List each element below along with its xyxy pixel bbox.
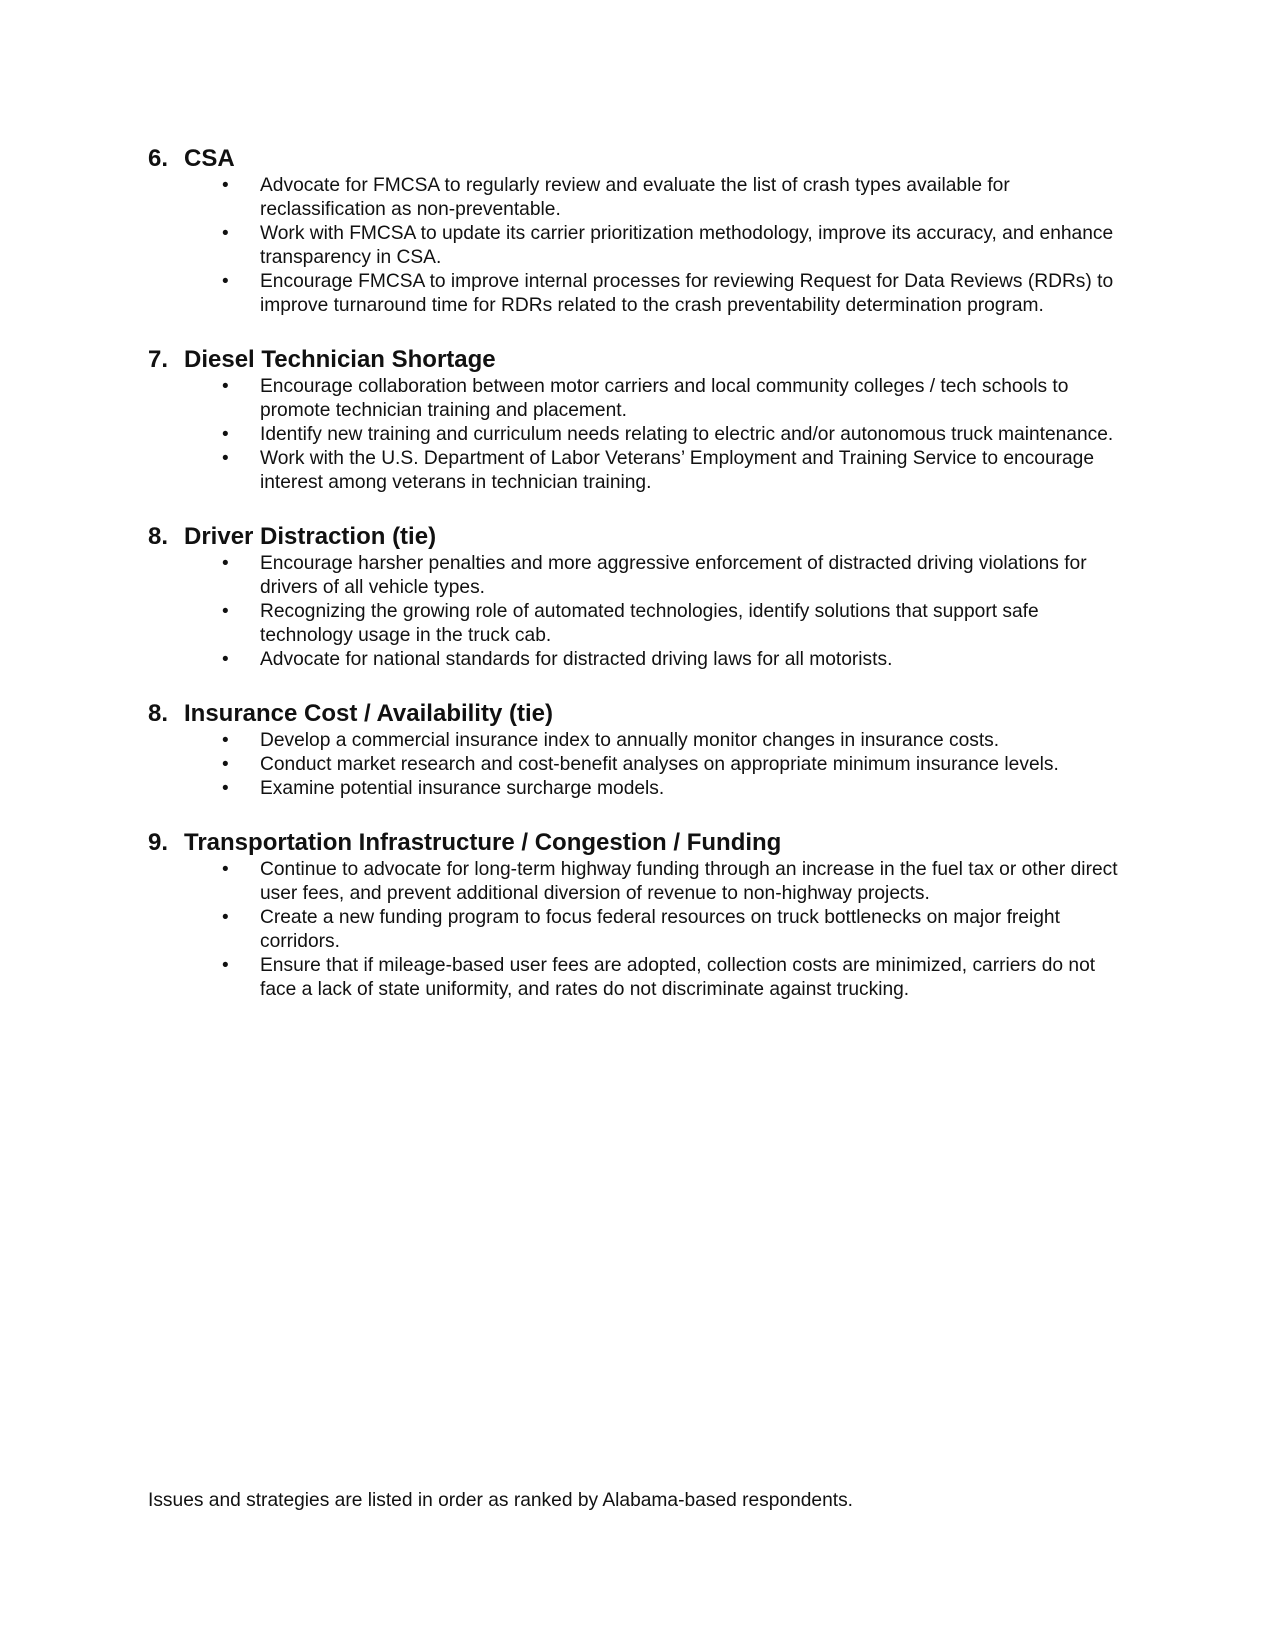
bullet-icon: • bbox=[222, 424, 229, 445]
section-heading bbox=[148, 523, 1128, 551]
issues-list bbox=[148, 145, 1128, 1030]
strategy-item bbox=[148, 423, 1128, 447]
strategy-item bbox=[148, 174, 1128, 222]
section-title: Insurance Cost / Availability (tie) bbox=[184, 700, 553, 727]
section-csa bbox=[148, 145, 1128, 318]
strategy-item bbox=[148, 906, 1128, 954]
strategy-list bbox=[148, 174, 1128, 318]
strategy-text: Recognizing the growing role of automated technologies, identify solutions that support safe technology usage in the truck cab. bbox=[260, 601, 1039, 646]
strategy-item bbox=[148, 729, 1128, 753]
section-number: 8. bbox=[148, 700, 169, 727]
bullet-icon: • bbox=[222, 907, 229, 928]
strategy-item bbox=[148, 600, 1128, 648]
section-number: 8. bbox=[148, 523, 169, 550]
strategy-text: Identify new training and curriculum needs relating to electric and/or autonomous truck maintenance. bbox=[260, 424, 1114, 445]
strategy-text: Ensure that if mileage-based user fees are adopted, collection costs are minimized, carriers do not face a lack of state uniformity, and rates do not discriminate against trucking. bbox=[260, 955, 1096, 1000]
strategy-text: Encourage harsher penalties and more aggressive enforcement of distracted driving violations for drivers of all vehicle types. bbox=[260, 553, 1087, 598]
section-title: CSA bbox=[184, 145, 235, 172]
strategy-text: Work with FMCSA to update its carrier prioritization methodology, improve its accuracy, and enhance transparency in CSA. bbox=[260, 223, 1114, 268]
bullet-icon: • bbox=[222, 778, 229, 799]
strategy-text: Encourage collaboration between motor carriers and local community colleges / tech schools to promote technician training and placement. bbox=[260, 376, 1069, 421]
strategy-list bbox=[148, 858, 1128, 1002]
strategy-text: Create a new funding program to focus federal resources on truck bottlenecks on major freight corridors. bbox=[260, 907, 1060, 952]
strategy-item bbox=[148, 447, 1128, 495]
strategy-list bbox=[148, 729, 1128, 801]
footer-note: Issues and strategies are listed in order as ranked by Alabama-based respondents. bbox=[148, 1490, 854, 1511]
strategy-text: Examine potential insurance surcharge models. bbox=[260, 778, 665, 799]
strategy-item bbox=[148, 753, 1128, 777]
section-insurance-cost bbox=[148, 700, 1128, 801]
strategy-item bbox=[148, 777, 1128, 801]
strategy-item bbox=[148, 648, 1128, 672]
section-transportation-infrastructure bbox=[148, 829, 1128, 1002]
strategy-text: Encourage FMCSA to improve internal processes for reviewing Request for Data Reviews (RDRs) to improve turnaround time for RDRs related to the crash preventability determination program. bbox=[260, 271, 1114, 316]
strategy-text: Continue to advocate for long-term highway funding through an increase in the fuel tax or other direct user fees, and prevent additional diversion of revenue to non-highway projects. bbox=[260, 859, 1118, 904]
section-heading bbox=[148, 346, 1128, 374]
strategy-item bbox=[148, 270, 1128, 318]
bullet-icon: • bbox=[222, 754, 229, 775]
strategy-item bbox=[148, 552, 1128, 600]
bullet-icon: • bbox=[222, 448, 229, 469]
bullet-icon: • bbox=[222, 223, 229, 244]
section-heading bbox=[148, 700, 1128, 728]
strategy-item bbox=[148, 222, 1128, 270]
section-number: 9. bbox=[148, 829, 169, 856]
strategy-text: Develop a commercial insurance index to annually monitor changes in insurance costs. bbox=[260, 730, 1000, 751]
strategy-text: Conduct market research and cost-benefit analyses on appropriate minimum insurance levels. bbox=[260, 754, 1059, 775]
bullet-icon: • bbox=[222, 730, 229, 751]
strategy-text: Advocate for national standards for distracted driving laws for all motorists. bbox=[260, 649, 893, 670]
section-title: Diesel Technician Shortage bbox=[184, 346, 496, 373]
strategy-item bbox=[148, 375, 1128, 423]
section-number: 6. bbox=[148, 145, 169, 172]
bullet-icon: • bbox=[222, 376, 229, 397]
strategy-item bbox=[148, 954, 1128, 1002]
bullet-icon: • bbox=[222, 271, 229, 292]
bullet-icon: • bbox=[222, 175, 229, 196]
section-heading bbox=[148, 145, 1128, 173]
section-title: Transportation Infrastructure / Congestion / Funding bbox=[184, 829, 782, 856]
strategy-text: Advocate for FMCSA to regularly review and evaluate the list of crash types available for reclassification as non-preventable. bbox=[260, 175, 1010, 220]
bullet-icon: • bbox=[222, 553, 229, 574]
section-title: Driver Distraction (tie) bbox=[184, 523, 437, 550]
strategy-text: Work with the U.S. Department of Labor Veterans’ Employment and Training Service to encourage interest among veterans in technician training. bbox=[260, 448, 1095, 493]
section-number: 7. bbox=[148, 346, 169, 373]
strategy-item bbox=[148, 858, 1128, 906]
bullet-icon: • bbox=[222, 649, 229, 670]
bullet-icon: • bbox=[222, 955, 229, 976]
strategy-list bbox=[148, 552, 1128, 672]
bullet-icon: • bbox=[222, 859, 229, 880]
strategy-list bbox=[148, 375, 1128, 495]
section-diesel-technician-shortage bbox=[148, 346, 1128, 495]
bullet-icon: • bbox=[222, 601, 229, 622]
section-driver-distraction bbox=[148, 523, 1128, 672]
section-heading bbox=[148, 829, 1128, 857]
